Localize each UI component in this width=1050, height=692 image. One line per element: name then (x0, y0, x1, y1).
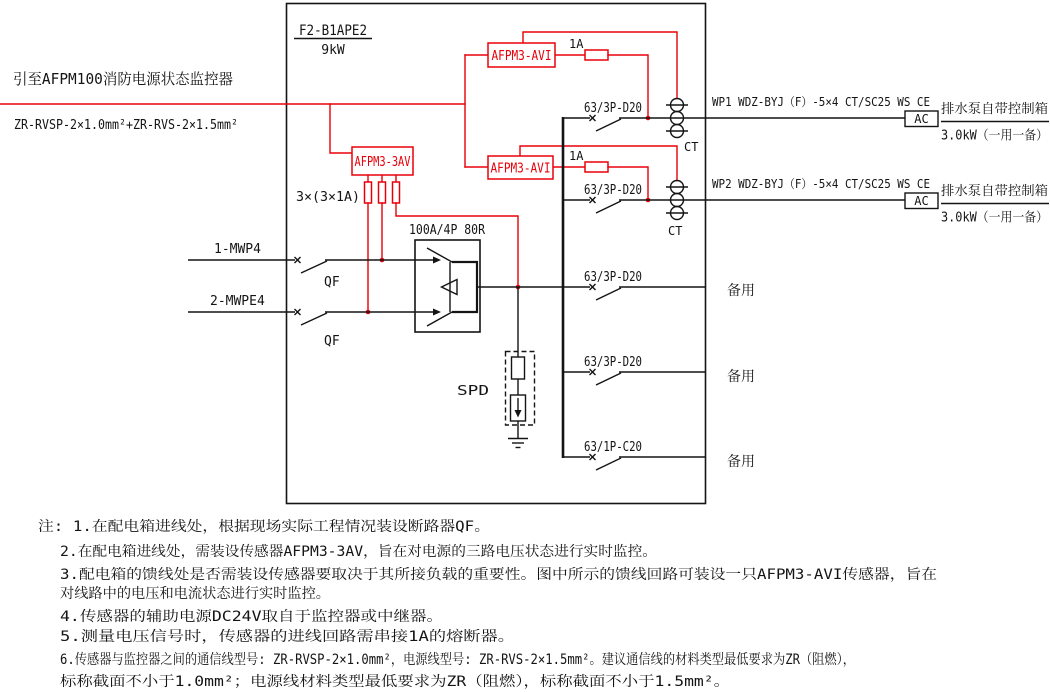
arrow-down-icon (515, 410, 522, 418)
feeder-breaker-label: 63/3P-D20 (584, 101, 642, 116)
feeder-wp2 (563, 177, 1049, 238)
incoming-line-1 (188, 242, 415, 290)
ats-blade-bottom (427, 312, 452, 326)
note-line: 6.传感器与监控器之间的通信线型号: ZR-RVSP-2×1.0mm²，电源线型号: ZR-RVS-2×1.5mm²。建议通信线的材料类型最低要求为ZR（阻燃）， (60, 652, 970, 668)
monitor-link (13, 70, 238, 133)
transfer-switch (409, 223, 563, 332)
circuit-label: WP2 WDZ-BYJ（F）-5×4 CT/SC25 WS CE (712, 177, 930, 191)
fuse-symbol-avi2 (585, 162, 608, 172)
sensor-3av-label: AFPM3-3AV (354, 155, 411, 170)
note-line: 3.配电箱的馈线处是否需装设传感器要取决于其所接负载的重要性。图中所示的馈线回路可装设一只AFPM3-AVI传感器，旨在 (60, 567, 839, 583)
breaker-blade (596, 458, 621, 470)
feeder-breaker-label: 63/3P-D20 (584, 355, 642, 370)
cable-spec-label: ZR-RVSP-2×1.0mm²+ZR-RVS-2×1.5mm² (14, 118, 238, 133)
sensor-avi1-label: AFPM3-AVI (491, 49, 552, 64)
monitor-note-label: 引至AFPM100消防电源状态监控器 (13, 70, 233, 88)
panel-enclosure (287, 4, 706, 504)
panel-id-label: F2-B1APE2 (299, 23, 367, 39)
breaker-blade (301, 313, 327, 325)
ats-box (415, 240, 480, 332)
qf2-label: QF (324, 334, 340, 349)
fuse-group-label: 3×(3×1A) (296, 190, 360, 205)
notes-block (38, 518, 970, 690)
arrow-right-icon (433, 309, 441, 316)
arrow-right-icon (433, 257, 441, 264)
source1-label: 1-MWP4 (214, 242, 261, 257)
spare-label: 备用 (727, 283, 755, 299)
feeder-spare-1 (563, 270, 755, 300)
note-line: 2.在配电箱进线处，需装设传感器AFPM3-3AV，旨在对电源的三路电压状态进行实时监控。 (60, 544, 629, 560)
sensor-avi2-label: AFPM3-AVI (490, 161, 551, 177)
load-name-label: 排水泵自带控制箱 (941, 184, 1046, 199)
ground-icon (508, 439, 528, 448)
breaker-blade (596, 288, 621, 300)
load-rating-label: 3.0kW（一用一备） (941, 128, 1048, 144)
panel-outline (287, 4, 706, 504)
fuse-symbol-3 (393, 182, 400, 203)
spd-label: SPD (457, 384, 490, 399)
breaker-blade (596, 119, 621, 131)
ct-label: CT (668, 224, 683, 238)
ct-label: CT (684, 140, 699, 154)
feeder-breaker-label: 63/1P-C20 (584, 440, 642, 455)
fuse-symbol-2 (379, 182, 386, 203)
qf1-label: QF (324, 275, 340, 290)
feeder-spare-3 (563, 440, 755, 470)
breaker-blade (301, 261, 327, 273)
ats-output-bar (452, 262, 477, 312)
feeder-breaker-label: 63/3P-D20 (584, 270, 642, 285)
note-line: 4.传感器的辅助电源DC24V取自于监控器或中继器。 (60, 609, 385, 625)
incoming-line-2 (188, 294, 415, 349)
terminal-label: AC (914, 112, 929, 126)
circuit-label: WP1 WDZ-BYJ（F）-5×4 CT/SC25 WS CE (712, 95, 930, 109)
load-rating-label: 3.0kW（一用一备） (941, 210, 1048, 226)
feeder-breaker-label: 63/3P-D20 (584, 183, 642, 198)
fuse-1a-label-2: 1A (569, 149, 584, 163)
source2-label: 2-MWPE4 (210, 294, 265, 309)
feeder-spare-2 (563, 355, 755, 385)
load-name-label: 排水泵自带控制箱 (941, 102, 1046, 117)
fuse-symbol-avi1 (585, 50, 608, 60)
ats-rating-label: 100A/4P 80R (409, 223, 486, 238)
terminal-label: AC (914, 194, 929, 208)
spare-label: 备用 (727, 454, 755, 470)
panel-power-label: 9kW (321, 43, 345, 58)
spd-fuse (512, 357, 525, 379)
note-line: 对线路中的电压和电流状态进行实时监控。 (60, 586, 326, 602)
note-line: 标称截面不小于1.0mm²；电源线材料类型最低要求为ZR（阻燃），标称截面不小于1.5mm²。 (60, 674, 633, 690)
spare-label: 备用 (727, 369, 755, 385)
fuse-symbol-1 (365, 182, 372, 203)
breaker-blade (596, 373, 621, 385)
note-line: 5.测量电压信号时，传感器的进线回路需串接1A的熔断器。 (60, 629, 430, 645)
note-line: 注: 1.在配电箱进线处，根据现场实际工程情况装设断路器QF。 (38, 519, 439, 535)
breaker-blade (596, 201, 621, 213)
ats-triangle-icon (442, 280, 458, 295)
fuse-1a-label-1: 1A (569, 37, 584, 51)
wire-to-3av (330, 104, 352, 153)
sensor-boxes (296, 37, 584, 205)
feeder-wp1 (563, 95, 1049, 154)
